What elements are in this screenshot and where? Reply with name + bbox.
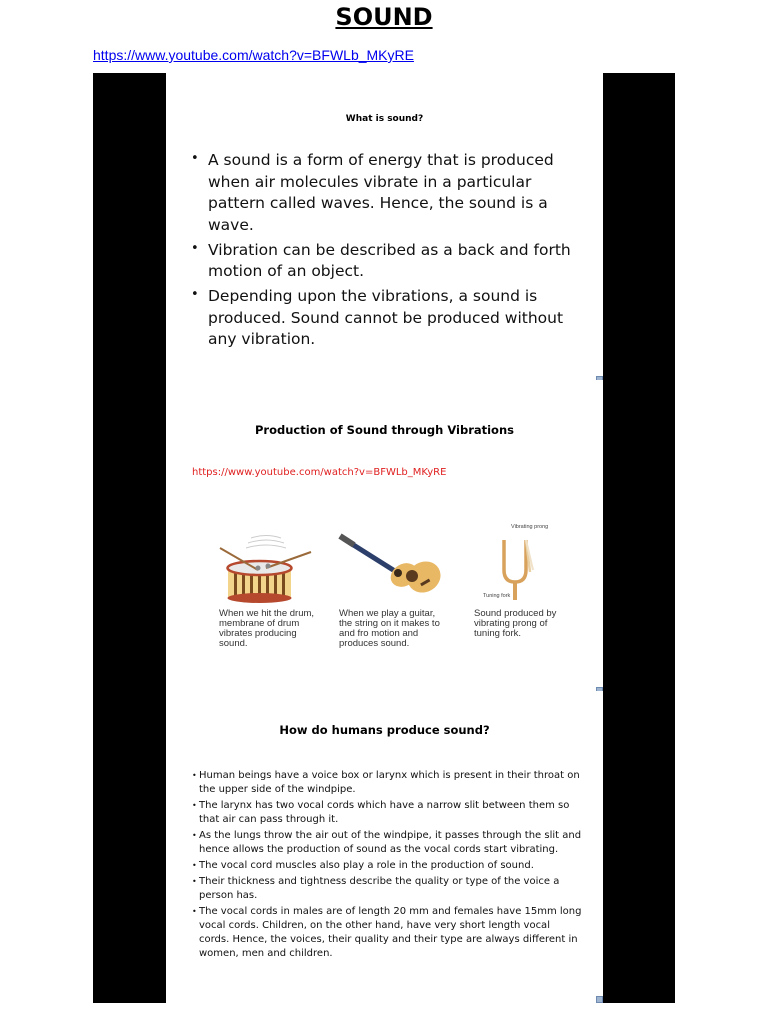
list-item: • The vocal cords in males are of length 20 mm and females have 15mm long vocal cords. Children, on the other hand, have very short length vocal cords. Hence, the voices, their quality and their type are always different in women, men and children. xyxy=(192,906,582,959)
bullet-icon: • xyxy=(192,877,197,886)
bullet-icon: • xyxy=(192,907,197,916)
tuning-fork-caption: Sound produced by vibrating prong of tuning fork. xyxy=(474,608,557,639)
bullet-icon: • xyxy=(192,771,197,780)
guitar-caption: When we play a guitar, the string on it makes to and fro motion and produces sound. xyxy=(339,608,440,649)
list-item: • The vocal cord muscles also play a role in the production of sound. xyxy=(192,860,534,871)
guitar-illustration xyxy=(338,533,443,598)
slide2-title: Production of Sound through Vibrations xyxy=(254,423,514,437)
slide3-title: How do humans produce sound? xyxy=(279,723,490,737)
tuning-fork-label: Tuning fork xyxy=(483,593,511,599)
bullet-icon: • xyxy=(192,801,197,810)
bullet-icon: • xyxy=(191,151,199,166)
list-item: • Depending upon the vibrations, a sound is produced. Sound cannot be produced without any vibration. xyxy=(191,286,591,351)
list-item: • Their thickness and tightness describe the quality or type of the voice a person has. xyxy=(192,876,560,901)
page-title: SOUND xyxy=(335,3,433,31)
list-item: • The larynx has two vocal cords which have a narrow slit between them so that air can pass through it. xyxy=(192,800,570,825)
tuning-fork-illustration xyxy=(494,530,544,602)
list-item: • As the lungs throw the air out of the windpipe, it passes through the slit and hence allows the production of sound as the vocal cords start vibrating. xyxy=(192,830,582,855)
bullet-icon: • xyxy=(192,831,197,840)
bullet-icon: • xyxy=(191,240,199,256)
video-link[interactable]: https://www.youtube.com/watch?v=BFWLb_MKyRE xyxy=(93,47,414,63)
resize-handle[interactable] xyxy=(596,996,603,1003)
slide1-title: What is sound? xyxy=(345,114,424,124)
bullet-icon: • xyxy=(191,287,199,302)
vibrating-prong-label: Vibrating prong xyxy=(511,524,549,530)
right-strip xyxy=(603,73,675,1003)
list-item: • Human beings have a voice box or larynx which is present in their throat on the upper side of the windpipe. xyxy=(192,770,580,795)
slide2-video-link[interactable]: https://www.youtube.com/watch?v=BFWLb_MKyRE xyxy=(192,467,447,478)
list-item: • Vibration can be described as a back and forth motion of an object. xyxy=(191,240,591,283)
drum-caption: When we hit the drum, membrane of drum vibrates producing sound. xyxy=(219,608,315,649)
slide-what-is-sound xyxy=(166,73,603,380)
slide-human-sound xyxy=(166,691,603,1003)
slide1-bullet-list xyxy=(191,150,591,354)
bullet-icon: • xyxy=(192,861,197,870)
left-strip xyxy=(93,73,166,1003)
slide3-bullet-list xyxy=(192,769,582,963)
drum-illustration xyxy=(216,530,316,605)
list-item: • A sound is a form of energy that is produced when air molecules vibrate in a particular pattern called waves. Hence, the sound is a wave. xyxy=(191,150,591,236)
slide-production-of-sound xyxy=(166,380,603,691)
